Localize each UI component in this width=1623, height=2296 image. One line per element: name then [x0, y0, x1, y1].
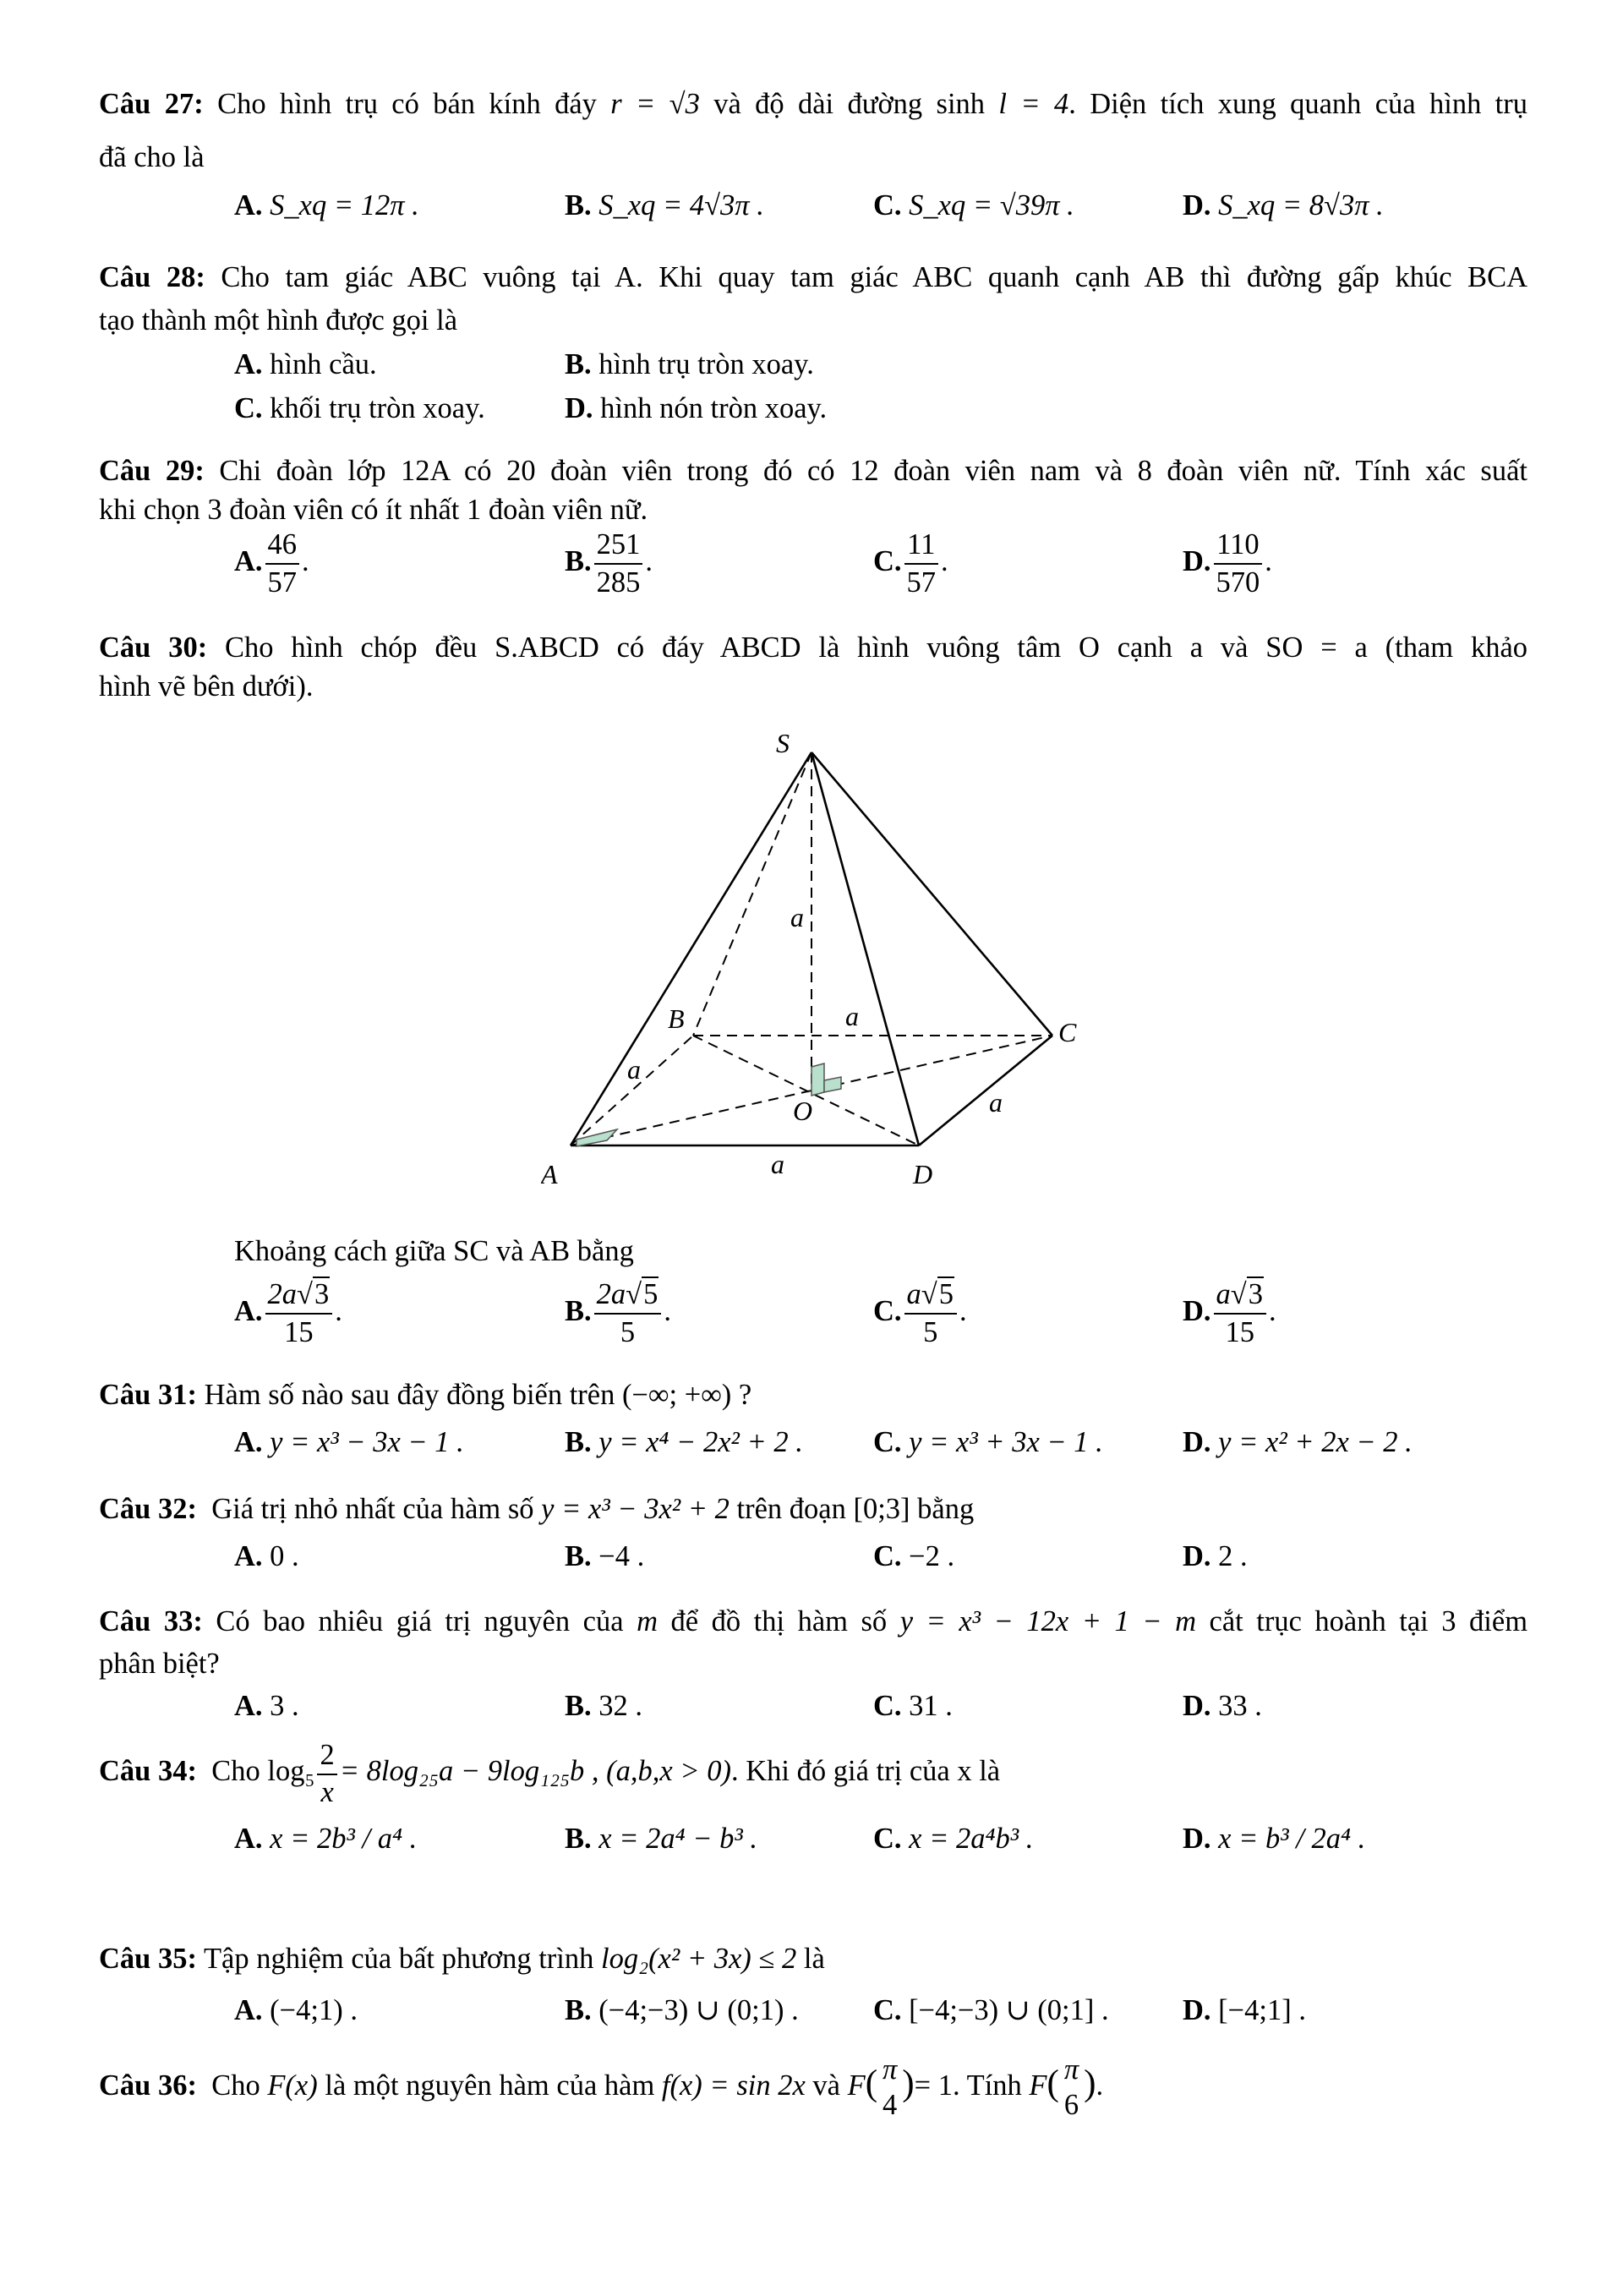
q36-number: Câu 36:	[99, 2069, 197, 2102]
label-A: A	[541, 1159, 558, 1189]
q31-line1: Câu 31: Hàm số nào sau đây đồng biến trên (−∞; +∞) ?	[99, 1379, 752, 1411]
pyramid-figure	[541, 727, 1116, 1200]
q29-option-d[interactable]: D. $\frac{110}{570}$ .	[1183, 528, 1272, 599]
q28-line1: Câu 28: Cho tam giác ABC vuông tại A. Khi quay tam giác ABC quanh cạnh AB thì đường gấp khúc BCA	[99, 261, 1527, 293]
q32-line1: Câu 32: Giá trị nhỏ nhất của hàm số y = x³ − 3x² + 2 trên đoạn [0;3] bằng	[99, 1493, 975, 1525]
q32-option-a[interactable]: A. 0 .	[234, 1540, 299, 1572]
q35-option-c[interactable]: C. [−4;−3) ∪ (0;1] .	[873, 1994, 1109, 2026]
q27-line1: Câu 27: Cho hình trụ có bán kính đáy r = √3 và độ dài đường sinh l = 4. Diện tích xung quanh của hình trụ	[99, 88, 1528, 120]
q36-line1: Câu 36: Cho F(x) là một nguyên hàm của hàm f(x) = sin 2x và F( π 4 )= 1. Tính F( π 6 ).	[99, 2053, 1104, 2122]
label-B: B	[668, 1003, 685, 1034]
label-a-AD: a	[771, 1149, 784, 1179]
q29-option-c[interactable]: C. $\frac{11}{57}$ .	[873, 528, 948, 599]
q33-option-a[interactable]: A. 3 .	[234, 1690, 299, 1722]
edge-SB	[693, 752, 812, 1036]
q28-option-c[interactable]: C. khối trụ tròn xoay.	[234, 392, 485, 424]
q31-option-a[interactable]: A. y = x³ − 3x − 1 .	[234, 1426, 464, 1458]
diagonal-BD	[693, 1036, 919, 1145]
q34-option-d[interactable]: D. x = b³ / 2a⁴ .	[1183, 1823, 1366, 1855]
q30-option-c[interactable]: C. $\frac{a√5}{5}$ .	[873, 1278, 967, 1349]
label-S: S	[776, 728, 790, 758]
q32-option-c[interactable]: C. −2 .	[873, 1540, 955, 1572]
q33-option-c[interactable]: C. 31 .	[873, 1690, 953, 1722]
q31-number: Câu 31:	[99, 1379, 197, 1411]
label-a-SO: a	[790, 902, 804, 932]
label-a-BC: a	[845, 1001, 859, 1031]
q28-option-a[interactable]: A. hình cầu.	[234, 348, 377, 380]
q27-number: Câu 27:	[99, 88, 204, 120]
q34-number: Câu 34:	[99, 1755, 197, 1788]
q32-option-b[interactable]: B. −4 .	[565, 1540, 645, 1572]
edge-SC	[812, 752, 1052, 1036]
q33-option-d[interactable]: D. 33 .	[1183, 1690, 1262, 1722]
q27-option-d[interactable]: D. S_xq = 8√3π .	[1183, 189, 1384, 221]
q33-line2: phân biệt?	[99, 1648, 220, 1680]
edge-SA	[571, 752, 812, 1145]
q31-option-d[interactable]: D. y = x² + 2x − 2 .	[1183, 1426, 1413, 1458]
q31-option-b[interactable]: B. y = x⁴ − 2x² + 2 .	[565, 1426, 803, 1458]
q29-option-b[interactable]: B. $\frac{251}{285}$ .	[565, 528, 653, 599]
q29-option-a[interactable]: A. $\frac{46}{57}$ .	[234, 528, 309, 599]
q31-option-c[interactable]: C. y = x³ + 3x − 1 .	[873, 1426, 1103, 1458]
q28-option-b[interactable]: B. hình trụ tròn xoay.	[565, 348, 814, 380]
q27-length: l = 4	[998, 88, 1069, 120]
q29-number: Câu 29:	[99, 455, 205, 487]
q30-question: Khoảng cách giữa SC và AB bằng	[234, 1235, 634, 1267]
right-angle-marker-A	[577, 1129, 617, 1146]
q30-option-d[interactable]: D. $\frac{a√3}{15}$ .	[1183, 1278, 1276, 1349]
q35-number: Câu 35:	[99, 1943, 197, 1975]
q28-line2: tạo thành một hình được gọi là	[99, 304, 458, 336]
q29-line2: khi chọn 3 đoàn viên có ít nhất 1 đoàn viên nữ.	[99, 494, 648, 526]
q32-number: Câu 32:	[99, 1493, 197, 1525]
q28-option-d[interactable]: D. hình nón tròn xoay.	[565, 392, 828, 424]
q35-option-a[interactable]: A. (−4;1) .	[234, 1994, 358, 2026]
edge-DC	[919, 1036, 1052, 1145]
q27-radius: r = √3	[610, 88, 700, 120]
q30-line2: hình vẽ bên dưới).	[99, 670, 314, 702]
q30-option-a[interactable]: A. $\frac{2a√3}{15}$ .	[234, 1278, 342, 1349]
q27-line2: đã cho là	[99, 141, 205, 173]
q34-option-c[interactable]: C. x = 2a⁴b³ .	[873, 1823, 1034, 1855]
label-a-DC: a	[989, 1087, 1003, 1118]
q27-option-a[interactable]: A. S_xq = 12π .	[234, 189, 419, 221]
q33-number: Câu 33:	[99, 1605, 203, 1637]
q34-option-a[interactable]: A. x = 2b³ / a⁴ .	[234, 1823, 418, 1855]
q28-number: Câu 28:	[99, 261, 205, 293]
q33-line1: Câu 33: Có bao nhiêu giá trị nguyên của m để đồ thị hàm số y = x³ − 12x + 1 − m cắt trục hoành tại 3 điểm	[99, 1605, 1528, 1637]
q33-option-b[interactable]: B. 32 .	[565, 1690, 643, 1722]
label-C: C	[1058, 1017, 1077, 1047]
q30-line1: Câu 30: Cho hình chóp đều S.ABCD có đáy ABCD là hình vuông tâm O cạnh a và SO = a (tham khảo	[99, 631, 1528, 664]
q29-line1: Câu 29: Chi đoàn lớp 12A có 20 đoàn viên trong đó có 12 đoàn viên nam và 8 đoàn viên nữ. Tính xác suất	[99, 455, 1528, 487]
q32-option-d[interactable]: D. 2 .	[1183, 1540, 1248, 1572]
edge-AB	[571, 1036, 693, 1145]
label-O: O	[793, 1096, 813, 1126]
right-angle-marker-O	[812, 1063, 824, 1096]
q30-option-b[interactable]: B. $\frac{2a√5}{5}$ .	[565, 1278, 671, 1349]
q27-option-b[interactable]: B. S_xq = 4√3π .	[565, 189, 764, 221]
q35-line1: Câu 35: Tập nghiệm của bất phương trình log₂(x² + 3x) ≤ 2 là	[99, 1943, 825, 1975]
label-D: D	[913, 1159, 933, 1189]
q34-option-b[interactable]: B. x = 2a⁴ − b³ .	[565, 1823, 757, 1855]
q35-option-d[interactable]: D. [−4;1] .	[1183, 1994, 1306, 2026]
q34-line1: Câu 34: Cho log₅ $\frac{2}{x}= 8\log_{25}a - 9\log_{125}b$ , (a,b,x > 0). Khi đó giá trị của x là	[99, 1739, 1001, 1809]
q30-number: Câu 30:	[99, 631, 208, 664]
q27-option-c[interactable]: C. S_xq = √39π .	[873, 189, 1074, 221]
label-a-AB: a	[627, 1054, 641, 1085]
q35-option-b[interactable]: B. (−4;−3) ∪ (0;1) .	[565, 1994, 799, 2026]
